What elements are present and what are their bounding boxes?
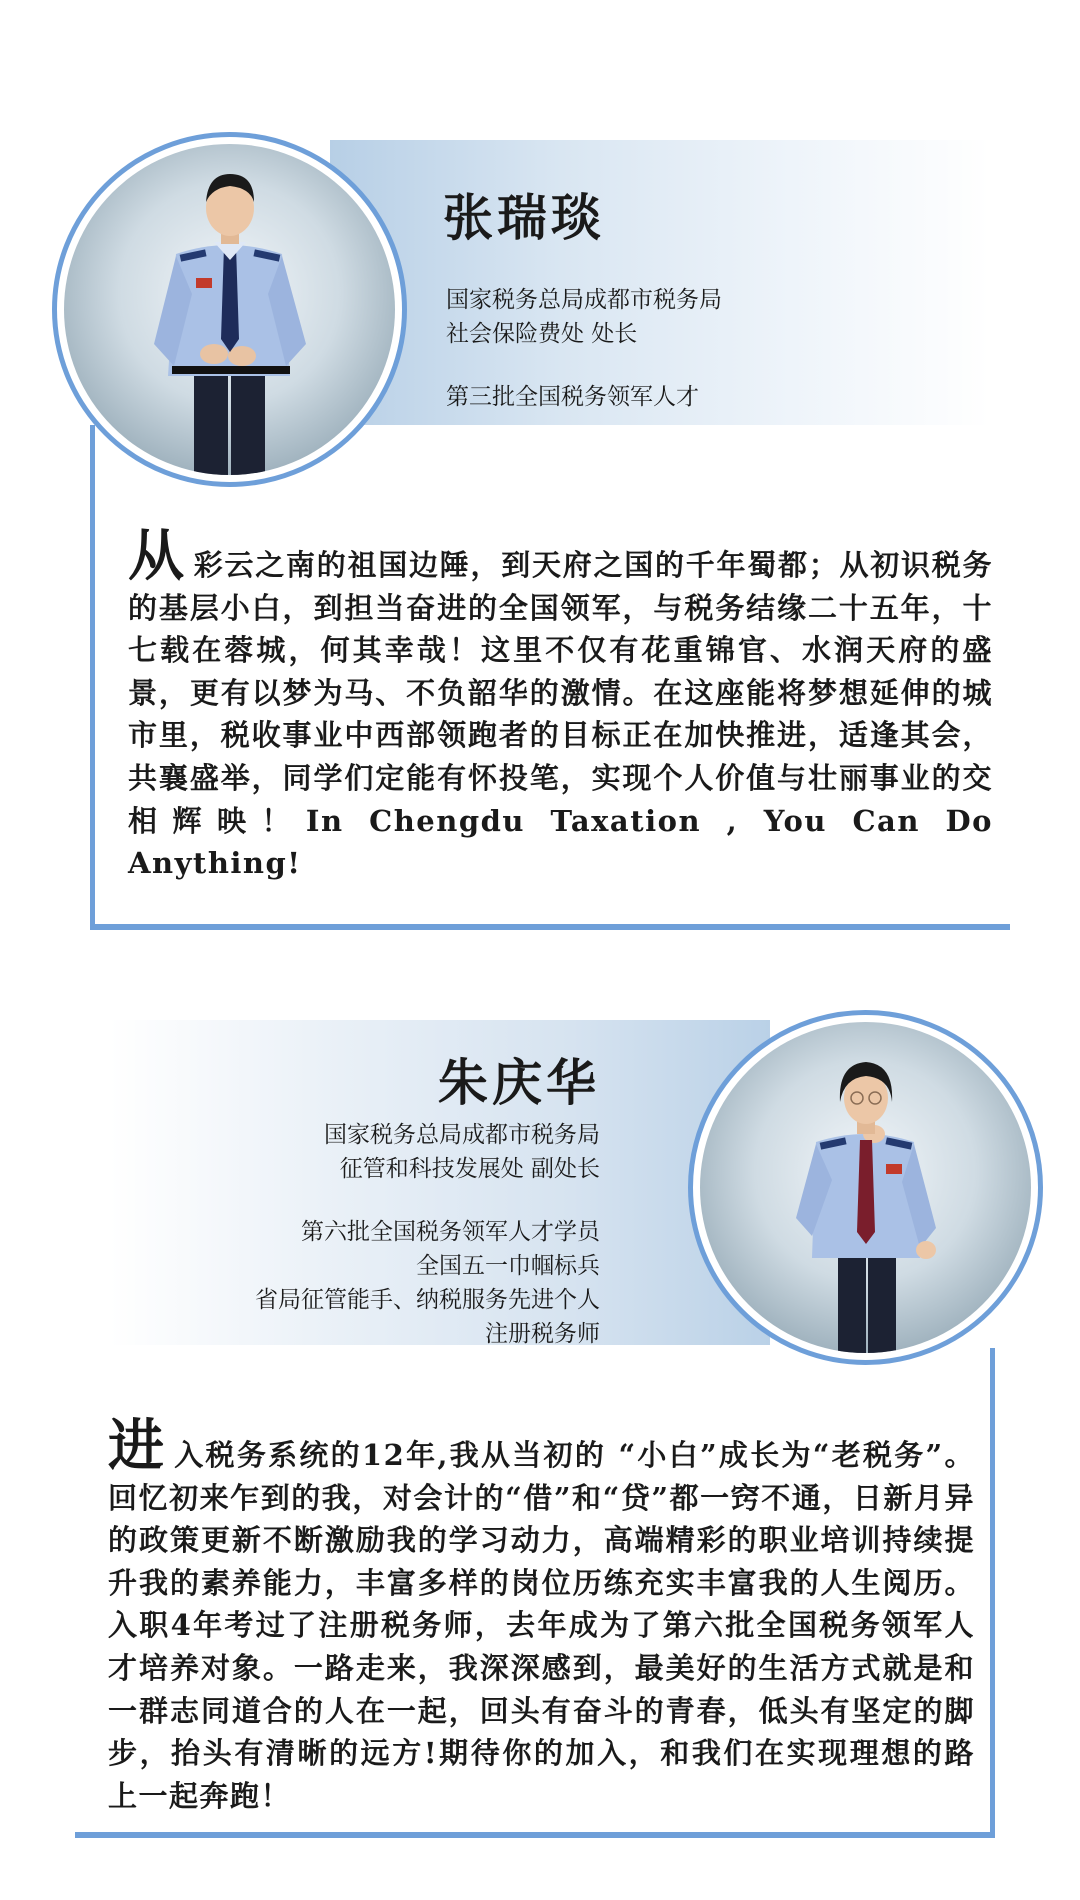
profile2-quote-text: 入税务系统的12年,我从当初的 “小白”成长为“老税务”。回忆初来乍到的我，对会计的“借”和“贷”都一窍不通，日新月异的政策更新不断激励我的学习动力，高端精彩的职业培训持续提升我的素养能力，丰富多样的岗位历练充实丰富我的人生阅历。入职4年考过了注册税务师，去年成为了第六批全国税务领军人才培养对象。一路走来，我深深感到，最美好的生活方式就是和一群志同道合的人在一起，回头有奋斗的青春，低头有坚定的脚步，抬头有清晰的远方!期待你的加入，和我们在实现理想的路上一起奔跑！ xyxy=(108,1438,975,1813)
profile1-position: 社会保险费处 处长 xyxy=(446,321,638,347)
profile1-quote xyxy=(128,523,993,885)
profile2-honor-1: 第六批全国税务领军人才学员 xyxy=(301,1219,600,1245)
profile2-photo xyxy=(700,1022,1031,1353)
profile2-position: 征管和科技发展处 副处长 xyxy=(339,1156,600,1182)
profile1-photo xyxy=(64,144,395,475)
profile2-drop-cap: 进 xyxy=(108,1413,167,1479)
profile2-honor-3: 省局征管能手、纳税服务先进个人 xyxy=(255,1287,600,1313)
female-officer-portrait-icon xyxy=(700,1022,1031,1353)
profile2-org: 国家税务总局成都市税务局 xyxy=(324,1122,600,1148)
profile1-org: 国家税务总局成都市税务局 xyxy=(446,287,722,313)
profile2-honor-4: 注册税务师 xyxy=(485,1321,600,1347)
profile1-honor: 第三批全国税务领军人才 xyxy=(446,384,699,410)
profile2-quote xyxy=(108,1413,975,1817)
profile1-drop-cap: 从 xyxy=(128,523,186,589)
male-officer-portrait-icon xyxy=(64,144,395,475)
profile2-honor-2: 全国五一巾帼标兵 xyxy=(416,1253,600,1279)
profile1-quote-text: 彩云之南的祖国边陲，到天府之国的千年蜀都；从初识税务的基层小白，到担当奋进的全国领军，与税务结缘二十五年，十七载在蓉城，何其幸哉！这里不仅有花重锦官、水润天府的盛景，更有以梦为马、不负韶华的激情。在这座能将梦想延伸的城市里，税收事业中西部领跑者的目标正在加快推进，适逢其会，共襄盛举，同学们定能有怀投笔，实现个人价值与壮丽事业的交相辉映！In Chengdu Taxation , You Can Do Anything! xyxy=(128,548,993,881)
profile2-name: 朱庆华 xyxy=(438,1053,600,1112)
profile1-name: 张瑞琰 xyxy=(443,188,605,247)
